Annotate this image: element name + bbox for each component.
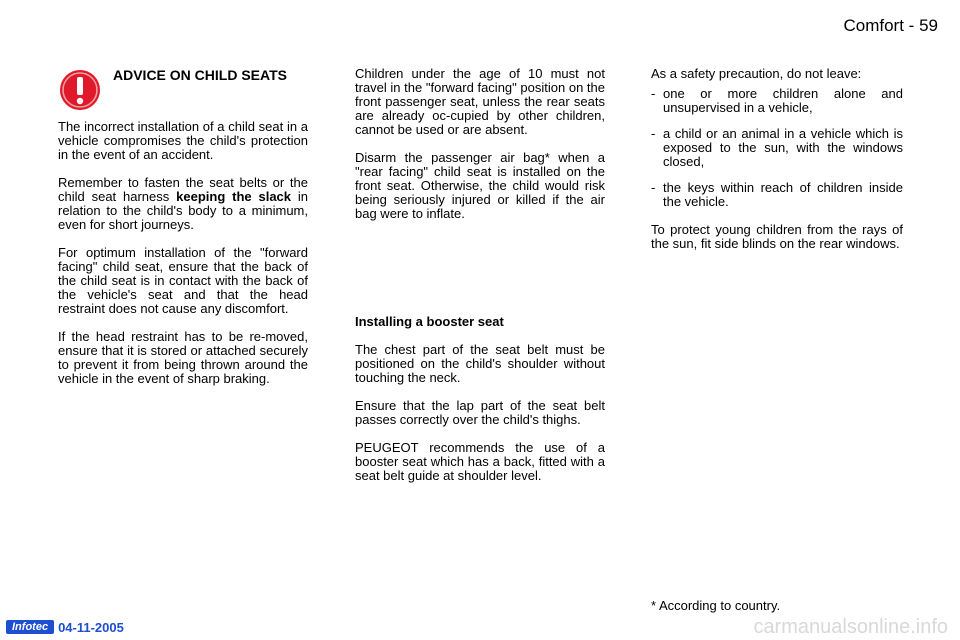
- paragraph: Children under the age of 10 must not travel in the "forward facing" position on the front passenger seat, unless the rear seats are already oc-cupied by other children, cannot be used or are absent.: [355, 66, 605, 137]
- booster-title: Installing a booster seat: [355, 314, 504, 329]
- header-separator: -: [908, 16, 915, 35]
- paragraph: PEUGEOT recommends the use of a booster seat which has a back, fitted with a seat belt guide at shoulder level.: [355, 440, 605, 483]
- column-right: [651, 67, 903, 265]
- watermark: carmanualsonline.info: [753, 616, 948, 638]
- paragraph: To protect young children from the rays of the sun, fit side blinds on the rear windows.: [651, 222, 903, 251]
- paragraph: Disarm the passenger air bag* when a "rear facing" child seat is installed on the front seat. Otherwise, the child would risk being seriously injured or killed if the air bag were to inflate.: [355, 150, 605, 221]
- paragraph: For optimum installation of the "forward facing" child seat, ensure that the back of the child seat is in contact with the back of the vehicle's seat and that the head restraint does not cause any discomfort.: [58, 245, 308, 316]
- list-item: - the keys within reach of children inside the vehicle.: [651, 181, 903, 209]
- section-title: Comfort: [843, 16, 904, 35]
- list-item: - a child or an animal in a vehicle which is exposed to the sun, with the windows closed,: [651, 127, 903, 169]
- advice-title: ADVICE ON CHILD SEATS: [113, 67, 287, 83]
- warning-exclamation-icon: [58, 68, 102, 112]
- column-left: [58, 120, 308, 400]
- paragraph: The incorrect installation of a child seat in a vehicle compromises the child's protection in the event of an accident.: [58, 119, 308, 162]
- paragraph: As a safety precaution, do not leave:: [651, 66, 862, 81]
- infotec-logo: Infotec: [6, 620, 54, 634]
- text: Remember to fasten the seat belts or the child seat harness: [58, 175, 308, 204]
- paragraph: [58, 176, 308, 232]
- column-middle: [355, 67, 605, 497]
- footnote: * According to country.: [651, 598, 781, 613]
- paragraph: The chest part of the seat belt must be positioned on the child's shoulder without touching the neck.: [355, 342, 605, 385]
- list-item: - one or more children alone and unsupervised in a vehicle,: [651, 87, 903, 115]
- publication-date: 04-11-2005: [58, 619, 124, 635]
- bold-text: keeping the slack: [176, 189, 292, 204]
- spacer: [355, 235, 605, 315]
- safety-list: [651, 87, 903, 209]
- paragraph: If the head restraint has to be re-moved, ensure that it is stored or attached securely to prevent it from being thrown around the vehicle in the event of sharp braking.: [58, 329, 308, 386]
- paragraph: Ensure that the lap part of the seat belt passes correctly over the child's thighs.: [355, 398, 605, 427]
- page-number: 59: [919, 16, 938, 35]
- text: in relation to the child's body to a minimum, even for short journeys.: [58, 189, 308, 232]
- footer: [6, 620, 124, 634]
- page-header: [843, 16, 938, 36]
